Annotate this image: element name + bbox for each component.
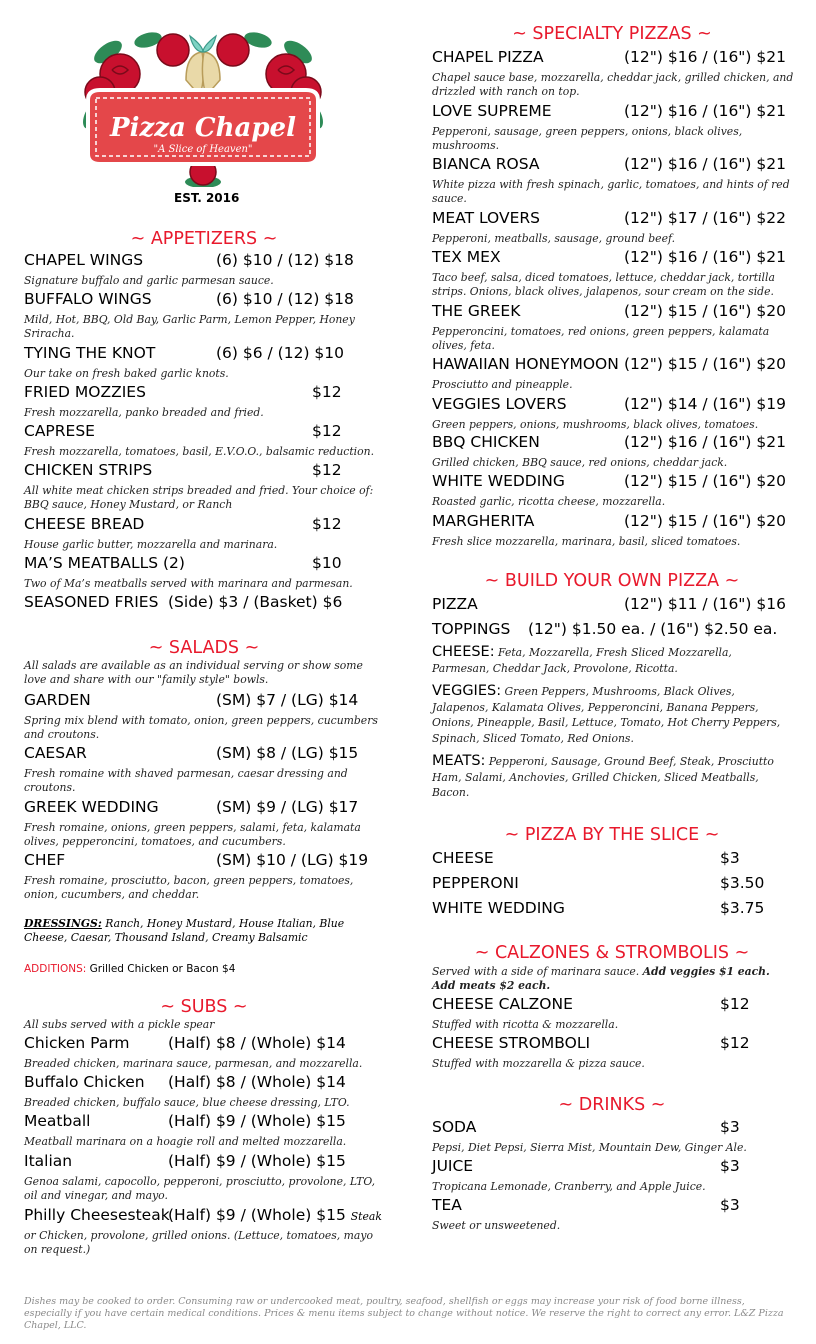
item-desc: Fresh romaine, onions, green peppers, salami, feta, kalamata olives, pepperoncini, tomatoes, and cucumbers. (24, 821, 361, 848)
cheese-list: Feta, Mozzarella, Fresh Sliced Mozzarella, Parmesan, Cheddar Jack, Provolone, Ricotta. (432, 646, 732, 675)
item-name: VEGGIES LOVERS (432, 395, 567, 413)
item-price: $12 (312, 383, 342, 401)
calzones-intro (432, 965, 794, 993)
item-name: WHITE WEDDING (432, 472, 565, 490)
item-price: $12 (720, 1034, 750, 1052)
item-name: TEX MEX (432, 248, 501, 266)
item-name: Chicken Parm (24, 1034, 130, 1052)
item-desc: Chapel sauce base, mozzarella, cheddar jack, grilled chicken, and drizzled with ranch on top. (432, 71, 794, 98)
item-desc: Breaded chicken, buffalo sauce, blue cheese dressing, LTO. (24, 1096, 350, 1109)
item-desc: Tropicana Lemonade, Cranberry, and Apple Juice. (432, 1180, 706, 1193)
item-name: BUFFALO WINGS (24, 290, 152, 308)
est-year: EST. 2016 (174, 191, 240, 205)
item-price: $3.75 (720, 899, 765, 917)
appetizers-title: ~ APPETIZERS ~ (130, 229, 278, 249)
pizza-chapel-logo (78, 22, 328, 187)
item-name: WHITE WEDDING (432, 899, 565, 917)
salads-intro: All salads are available as an individual serving or show some love and share with our "family style" bowls. (24, 659, 363, 686)
item-name: GREEK WEDDING (24, 798, 159, 816)
meat-toppings (432, 754, 792, 801)
item-price: (12") $15 / (16") $20 (624, 512, 786, 530)
item-desc: Stuffed with mozzarella & pizza sauce. (432, 1057, 645, 1070)
item-desc: Our take on fresh baked garlic knots. (24, 367, 229, 380)
item-price: (12") $15 / (16") $20 (624, 302, 786, 320)
logo-tagline: "A Slice of Heaven" (153, 144, 253, 155)
item-desc: Prosciutto and pineapple. (432, 378, 573, 391)
item-price: (Half) $8 / (Whole) $14 (168, 1034, 346, 1052)
slice-title: ~ PIZZA BY THE SLICE ~ (504, 825, 720, 845)
item-name: BIANCA ROSA (432, 155, 540, 173)
item-price: (12") $16 / (16") $21 (624, 102, 786, 120)
item-price: (12") $17 / (16") $22 (624, 209, 786, 227)
item-price: (12") $16 / (16") $21 (624, 48, 786, 66)
item-price: $3.50 (720, 874, 765, 892)
item-price: $3 (720, 1118, 740, 1136)
item-name: MEAT LOVERS (432, 209, 540, 227)
item-desc: Fresh romaine with shaved parmesan, caesar dressing and croutons. (24, 767, 348, 794)
additions-label: ADDITIONS: (24, 963, 87, 975)
dressings-text: Ranch, Honey Mustard, House Italian, Blue Cheese, Caesar, Thousand Island, Creamy Balsamic (24, 917, 345, 944)
item-name: LOVE SUPREME (432, 102, 552, 120)
salads-title: ~ SALADS ~ (148, 638, 260, 658)
item-desc: Two of Ma’s meatballs served with marinara and parmesan. (24, 577, 353, 590)
byo-title: ~ BUILD YOUR OWN PIZZA ~ (484, 571, 740, 591)
item-price: (12") $16 / (16") $21 (624, 155, 786, 173)
item-name: SEASONED FRIES (24, 593, 159, 611)
item-desc: White pizza with fresh spinach, garlic, tomatoes, and hints of red sauce. (432, 178, 790, 205)
item-desc: Pepperoni, meatballs, sausage, ground beef. (432, 232, 676, 245)
item-desc: Pepsi, Diet Pepsi, Sierra Mist, Mountain Dew, Ginger Ale. (432, 1141, 747, 1154)
item-name: PIZZA (432, 595, 478, 613)
item-price: $12 (312, 461, 342, 479)
additions-note (24, 963, 235, 975)
item-name: CHEESE STROMBOLI (432, 1034, 591, 1052)
item-price: $12 (312, 515, 342, 533)
item-name: TEA (432, 1196, 462, 1214)
item-name: CHEESE (432, 849, 494, 867)
item-desc: Signature buffalo and garlic parmesan sauce. (24, 274, 274, 287)
specialty-title: ~ SPECIALTY PIZZAS ~ (512, 24, 712, 44)
item-name: CAESAR (24, 744, 87, 762)
item-desc: Grilled chicken, BBQ sauce, red onions, cheddar jack. (432, 456, 728, 469)
item-desc: Fresh mozzarella, tomatoes, basil, E.V.O.O., balsamic reduction. (24, 445, 374, 458)
item-name: CHICKEN STRIPS (24, 461, 153, 479)
item-desc: Stuffed with ricotta & mozzarella. (432, 1018, 619, 1031)
drinks-title: ~ DRINKS ~ (558, 1095, 666, 1115)
item-price: $3 (720, 1157, 740, 1175)
item-desc: Roasted garlic, ricotta cheese, mozzarella. (432, 495, 666, 508)
item-name: THE GREEK (432, 302, 521, 320)
item-name: CAPRESE (24, 422, 95, 440)
item-name: Italian (24, 1152, 73, 1170)
item-desc: Fresh slice mozzarella, marinara, basil, sliced tomatoes. (432, 535, 741, 548)
item-name: MA’S MEATBALLS (2) (24, 554, 185, 572)
item-name: BBQ CHICKEN (432, 433, 540, 451)
item-name: PEPPERONI (432, 874, 519, 892)
item-desc: Mild, Hot, BBQ, Old Bay, Garlic Parm, Lemon Pepper, Honey Sriracha. (24, 313, 355, 340)
item-price: $12 (312, 422, 342, 440)
calzones-addons: Add veggies $1 each. Add meats $2 each. (432, 965, 770, 992)
item-price: (12") $16 / (16") $21 (624, 248, 786, 266)
subs-intro: All subs served with a pickle spear (24, 1018, 215, 1031)
item-name: MARGHERITA (432, 512, 535, 530)
item-name: Philly Cheesesteak (24, 1206, 170, 1224)
item-price: (SM) $9 / (LG) $17 (216, 798, 359, 816)
item-name: HAWAIIAN HONEYMOON (432, 355, 619, 373)
item-name: FRIED MOZZIES (24, 383, 146, 401)
logo-brand-name: Pizza Chapel (110, 113, 296, 143)
item-price: $3 (720, 849, 740, 867)
calzones-intro-text: Served with a side of marinara sauce. (432, 965, 643, 978)
item-name: Buffalo Chicken (24, 1073, 145, 1091)
item-price: (12") $15 / (16") $20 (624, 355, 786, 373)
item-price: (12") $11 / (16") $16 (624, 595, 786, 613)
item-desc: Pepperoni, sausage, green peppers, onions, black olives, mushrooms. (432, 125, 743, 152)
item-price: (6) $10 / (12) $18 (216, 290, 354, 308)
item-desc: Spring mix blend with tomato, onion, green peppers, cucumbers and croutons. (24, 714, 378, 741)
item-desc: All white meat chicken strips breaded and fried. Your choice of: BBQ sauce, Honey Mustard, or Ranch (24, 484, 374, 511)
item-desc-start: Steak (350, 1210, 382, 1223)
cheese-label: CHEESE: (432, 644, 495, 660)
item-price: (SM) $7 / (LG) $14 (216, 691, 359, 709)
item-desc: Fresh romaine, prosciutto, bacon, green peppers, tomatoes, onion, cucumbers, and cheddar. (24, 874, 354, 901)
item-name: TYING THE KNOT (24, 344, 156, 362)
item-name: Meatball (24, 1112, 91, 1130)
item-name: CHAPEL PIZZA (432, 48, 544, 66)
item-name: CHEF (24, 851, 66, 869)
subs-title: ~ SUBS ~ (160, 997, 248, 1017)
item-desc: House garlic butter, mozzarella and marinara. (24, 538, 278, 551)
item-price (168, 1206, 382, 1224)
dressings-label: DRESSINGS: (24, 917, 102, 930)
veggies-label: VEGGIES: (432, 683, 502, 699)
meats-list: Pepperoni, Sausage, Ground Beef, Steak, Prosciutto Ham, Salami, Anchovies, Grilled Chicken, Sliced Meatballs, Bacon. (432, 755, 774, 799)
item-desc: Sweet or unsweetened. (432, 1219, 561, 1232)
item-desc: Taco beef, salsa, diced tomatoes, lettuce, cheddar jack, tortilla strips. Onions, black olives, jalapenos, sour cream on the side. (432, 271, 775, 298)
item-name: CHEESE BREAD (24, 515, 145, 533)
bow-icon (190, 36, 216, 52)
item-price: (Half) $9 / (Whole) $15 (168, 1152, 346, 1170)
cheese-toppings (432, 645, 792, 676)
item-desc: Pepperoncini, tomatoes, red onions, green peppers, kalamata olives, feta. (432, 325, 770, 352)
item-name: CHEESE CALZONE (432, 995, 573, 1013)
item-price: (6) $6 / (12) $10 (216, 344, 345, 362)
item-desc: Breaded chicken, marinara sauce, parmesan, and mozzarella. (24, 1057, 363, 1070)
item-price: (Half) $8 / (Whole) $14 (168, 1073, 346, 1091)
calzones-title: ~ CALZONES & STROMBOLIS ~ (474, 943, 750, 963)
item-name: TOPPINGS (432, 620, 511, 638)
item-price: $3 (720, 1196, 740, 1214)
veggie-toppings (432, 684, 792, 746)
dressings-note (24, 917, 384, 945)
item-price: (SM) $10 / (LG) $19 (216, 851, 369, 869)
item-price-text: (Half) $9 / (Whole) $15 (168, 1206, 346, 1224)
item-price: (Half) $9 / (Whole) $15 (168, 1112, 346, 1130)
item-price: (12") $1.50 ea. / (16") $2.50 ea. (528, 620, 778, 638)
item-price: $12 (720, 995, 750, 1013)
footer-disclaimer: Dishes may be cooked to order. Consuming raw or undercooked meat, poultry, seafood, shellfish or eggs may increase your risk of food borne illness, especially if you have certain medical conditions. Prices & menu items subject to change without notice. We reserve the right to correct any error. L&Z Pizza Chapel, LLC. (24, 1296, 784, 1331)
item-price: (SM) $8 / (LG) $15 (216, 744, 359, 762)
item-price: (12") $15 / (16") $20 (624, 472, 786, 490)
item-desc: Meatball marinara on a hoagie roll and melted mozzarella. (24, 1135, 347, 1148)
veggies-list: Green Peppers, Mushrooms, Black Olives, Jalapenos, Kalamata Olives, Pepperoncini, Banana Peppers, Onions, Pineapple, Basil, Lettuce, Tomato, Hot Cherry Peppers, Spinach, Sliced Tomato, Red Onions. (432, 685, 781, 745)
item-price: (12") $14 / (16") $19 (624, 395, 786, 413)
additions-text: Grilled Chicken or Bacon $4 (86, 963, 236, 975)
item-price: (6) $10 / (12) $18 (216, 251, 354, 269)
item-name: JUICE (432, 1157, 474, 1175)
item-desc: Genoa salami, capocollo, pepperoni, prosciutto, provolone, LTO, oil and vinegar, and mayo. (24, 1175, 376, 1202)
item-desc: or Chicken, provolone, grilled onions. (Lettuce, tomatoes, mayo on request.) (24, 1229, 373, 1256)
item-desc: Green peppers, onions, mushrooms, black olives, tomatoes. (432, 418, 759, 431)
item-name: CHAPEL WINGS (24, 251, 144, 269)
item-price: (Side) $3 / (Basket) $6 (168, 593, 343, 611)
meats-label: MEATS: (432, 753, 486, 769)
item-price: $10 (312, 554, 342, 572)
item-price: (12") $16 / (16") $21 (624, 433, 786, 451)
item-desc: Fresh mozzarella, panko breaded and fried. (24, 406, 264, 419)
item-name: GARDEN (24, 691, 91, 709)
item-name: SODA (432, 1118, 477, 1136)
